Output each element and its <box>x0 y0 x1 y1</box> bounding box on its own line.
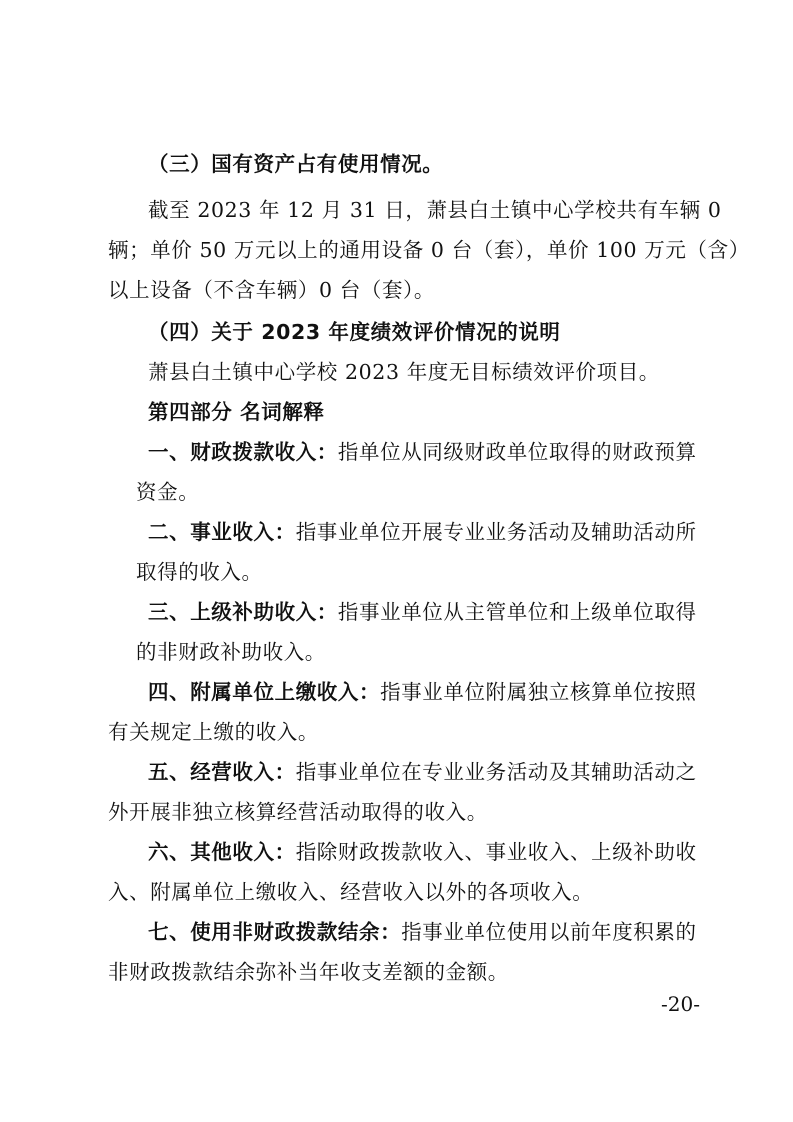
glossary-definition-cont: 入、附属单位上缴收入、经营收入以外的各项收入。 <box>108 880 594 904</box>
glossary-entry <box>148 838 698 866</box>
glossary-definition: 指事业单位从主管单位和上级单位取得 <box>337 600 697 624</box>
glossary-definition-cont: 有关规定上缴的收入。 <box>108 720 319 744</box>
paragraph-line: 以上设备（不含车辆）0 台（套）。 <box>108 278 436 302</box>
glossary-definition-cont: 非财政拨款结余弥补当年收支差额的金额。 <box>108 960 509 984</box>
glossary-entry <box>148 438 698 466</box>
glossary-entry <box>148 598 698 626</box>
glossary-definition-cont: 取得的收入。 <box>136 560 263 584</box>
paragraph-line: 萧县白土镇中心学校 2023 年度无目标绩效评价项目。 <box>148 360 660 384</box>
glossary-entry <box>148 758 698 786</box>
glossary-definition-cont: 的非财政补助收入。 <box>136 640 326 664</box>
glossary-definition: 指除财政拨款收入、事业收入、上级补助收 <box>295 840 697 864</box>
glossary-term: 二、事业收入： <box>148 520 296 544</box>
glossary-definition: 指单位从同级财政单位取得的财政预算 <box>337 440 697 464</box>
glossary-term: 七、使用非财政拨款结余： <box>148 920 402 944</box>
glossary-term: 六、其他收入： <box>148 840 296 864</box>
glossary-entry <box>148 518 698 546</box>
glossary-term: 五、经营收入： <box>148 760 296 784</box>
glossary-term: 三、上级补助收入： <box>148 600 338 624</box>
part-heading-glossary: 第四部分 名词解释 <box>148 400 325 424</box>
glossary-definition-cont: 资金。 <box>136 480 200 504</box>
glossary-definition: 指事业单位附属独立核算单位按照 <box>380 680 697 704</box>
glossary-term: 四、附属单位上缴收入： <box>148 680 381 704</box>
glossary-term: 一、财政拨款收入： <box>148 440 338 464</box>
glossary-entry <box>148 678 698 706</box>
section-heading-assets: （三）国有资产占有使用情况。 <box>148 152 444 176</box>
glossary-definition: 指事业单位开展专业业务活动及辅助活动所 <box>295 520 697 544</box>
glossary-entry <box>148 918 698 946</box>
paragraph-line: 截至 2023 年 12 月 31 日，萧县白土镇中心学校共有车辆 0 <box>148 198 722 222</box>
glossary-definition-cont: 外开展非独立核算经营活动取得的收入。 <box>108 800 488 824</box>
page-number: -20- <box>661 992 700 1016</box>
glossary-definition: 指事业单位使用以前年度积累的 <box>401 920 697 944</box>
section-heading-performance: （四）关于 2023 年度绩效评价情况的说明 <box>148 320 561 344</box>
paragraph-line: 辆；单价 50 万元以上的通用设备 0 台（套），单价 100 万元（含） <box>108 238 750 262</box>
glossary-definition: 指事业单位在专业业务活动及其辅助活动之 <box>295 760 697 784</box>
